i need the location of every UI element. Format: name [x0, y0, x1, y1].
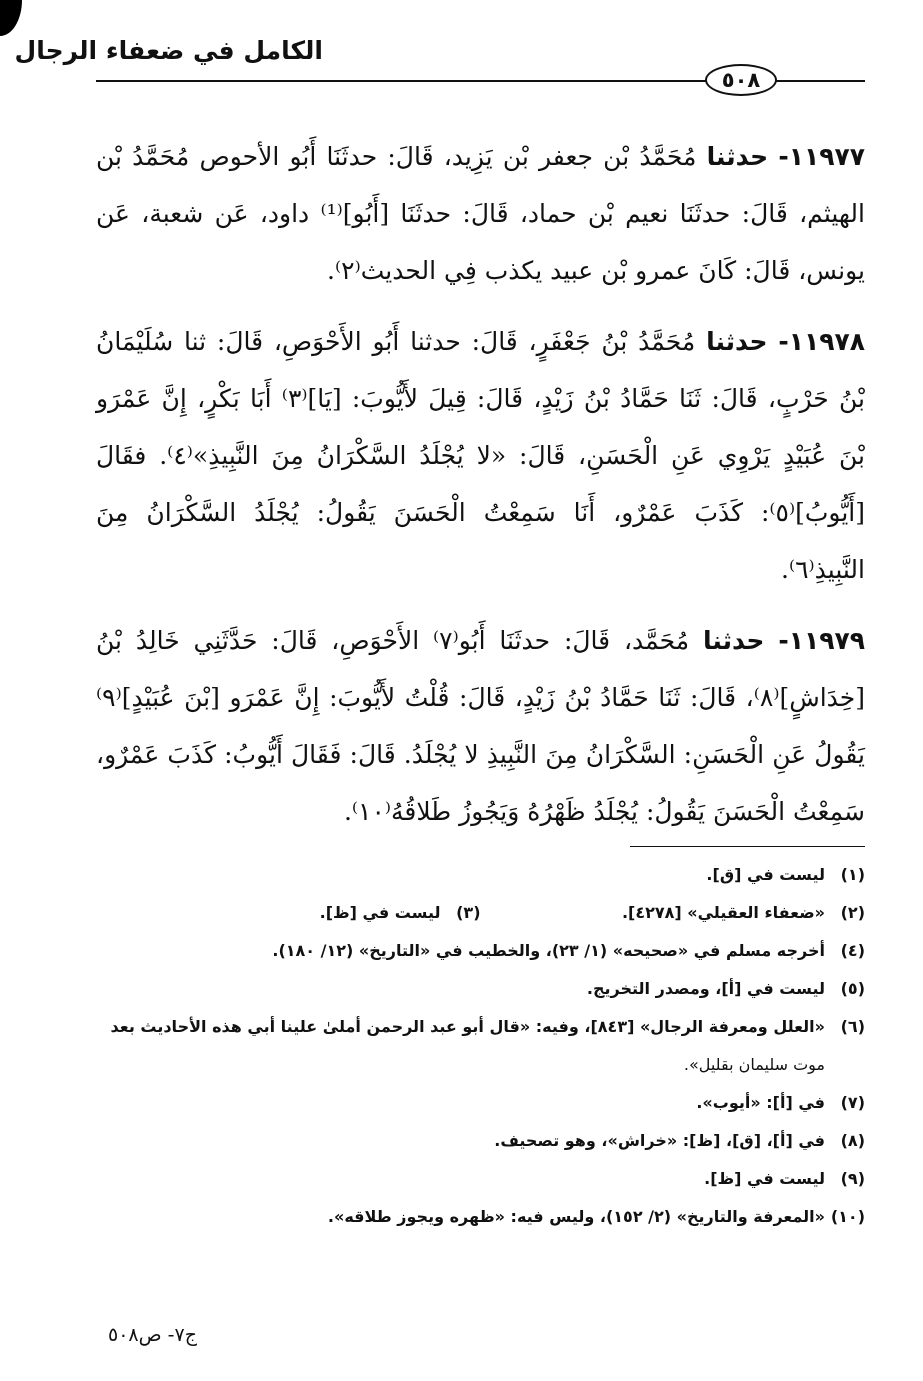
entry-number: ١١٩٧٨-: [778, 327, 865, 356]
hadith-entry: [96, 313, 865, 598]
footnote-text: «المعرفة والتاريخ» (٢/ ١٥٢)، وليس فيه: «ظهره ويجوز طلاقه».: [327, 1207, 825, 1226]
volume-page-footer: ج٧- ص٥٠٨: [108, 1324, 197, 1346]
footnote-number: (٥): [840, 979, 865, 998]
hadith-entry: [96, 612, 865, 840]
footnote-number: (٦): [840, 1017, 865, 1036]
footnote-number: (٢): [840, 903, 865, 922]
page-number-badge: ٥٠٨: [705, 64, 777, 96]
footnote-text: ليست في [ظ].: [319, 903, 441, 922]
footnote: [96, 856, 865, 894]
footnote: [96, 1198, 865, 1236]
footnote-text: «العلل ومعرفة الرجال» [٨٤٣]، وفيه: «قال أبو عبد الرحمن أملىٰ علينا أبي هذه الأحاديث بعد: [110, 1017, 825, 1036]
entry-text: مُحَمَّدُ بْنُ جَعْفَرٍ، قَالَ: حدثنا أَبُو الأَحْوَصِ، قَالَ: ثنا سُلَيْمَانُ بْنُ حَرْبٍ، قَالَ: ثَنَا حَمَّادُ بْنُ زَيْدٍ، قَالَ: قِيلَ لأَيُّوبَ: [يَا]⁽٣⁾ أَبَا بَكْرٍ، إِنَّ عَمْرَو بْنَ عُبَيْدٍ يَرْوِي عَنِ الْحَسَنِ، قَالَ: «لا يُجْلَدُ السَّكْرَانُ مِنَ النَّبِيذِ»⁽٤⁾. فقَالَ [أَيُّوبُ]⁽٥⁾: كَذَبَ عَمْرٌو، أَنَا سَمِعْتُ الْحَسَنَ يَقُولُ: يُجْلَدُ السَّكْرَانُ مِنَ النَّبِيذِ⁽٦⁾.: [96, 327, 865, 584]
entry-text: مُحَمَّد، قَالَ: حدثَنَا أَبُو⁽٧⁾ الأَحْوَصِ، قَالَ: حَدَّثَنِي خَالِدُ بْنُ [خِدَاشٍ]⁽٨⁾، قَالَ: ثَنَا حَمَّادُ بْنُ زَيْدٍ، قَالَ: قُلْتُ لأَيُّوبَ: إِنَّ عَمْرَو [بْنَ عُبَيْدٍ]⁽٩⁾ يَقُولُ عَنِ الْحَسَنِ: السَّكْرَانُ مِنَ النَّبِيذِ لا يُجْلَدُ. قَالَ: فَقَالَ أَيُّوبُ: كَذَبَ عَمْرٌو، سَمِعْتُ الْحَسَنَ يَقُولُ: يُجْلَدُ ظَهْرُهُ وَيَجُوزُ طَلاقُهُ⁽١٠⁾.: [96, 626, 865, 826]
footnote-number: (١): [840, 865, 865, 884]
entry-number: ١١٩٧٧-: [778, 142, 866, 171]
footnote-number: (٨): [840, 1131, 865, 1150]
footnotes: [96, 856, 865, 1236]
entry-text: مُحَمَّدُ بْن جعفر بْن يَزِيد، قَالَ: حدثَنَا أَبُو الأحوص مُحَمَّدُ بْن الهيثم، قَالَ: حدثَنَا نعيم بْن حماد، قَالَ: حدثَنَا [أَبُو]⁽¹⁾ داود، عَن شعبة، عَن يونس، قَالَ: كَانَ عمرو بْن عبيد يكذب فِي الحديث⁽٢⁾.: [96, 142, 865, 285]
footnote-text: أخرجه مسلم في «صحيحه» (١/ ٢٣)، والخطيب في «التاريخ» (١٢/ ١٨٠).: [272, 941, 825, 960]
entry-number: ١١٩٧٩-: [778, 626, 865, 655]
footnote-text: ليست في [أ]، ومصدر التخريج.: [586, 979, 825, 998]
footnote: [96, 1008, 865, 1046]
footnote: [96, 1122, 865, 1160]
footnote: [96, 932, 865, 970]
footnote: [96, 1084, 865, 1122]
footnote: [96, 1160, 865, 1198]
footnote-separator: [630, 846, 865, 847]
scan-corner-mark: [0, 0, 22, 36]
footnote: [481, 894, 866, 932]
running-header-title: الكامل في ضعفاء الرجال: [14, 36, 323, 65]
footnote-continuation: موت سليمان بقليل».: [683, 1055, 825, 1074]
entry-keyword: حدثنا: [706, 142, 769, 171]
main-text: [96, 128, 865, 854]
footnote-text: في [أ]، [ق]، [ظ]: «خراش»، وهو تصحيف.: [494, 1131, 825, 1150]
entry-keyword: حدثنا: [706, 327, 768, 356]
footnote-number: (٧): [840, 1093, 865, 1112]
footnote-text: في [أ]: «أيوب».: [696, 1093, 825, 1112]
footnote-number: (٣): [456, 903, 481, 922]
footnote-text: ليست في [ق].: [706, 865, 825, 884]
entry-keyword: حدثنا: [703, 626, 765, 655]
footnote-row: [96, 894, 865, 932]
footnote-text: ليست في [ظ].: [704, 1169, 825, 1188]
footnote: [96, 894, 481, 932]
footnote-number: (٩): [840, 1169, 865, 1188]
footnote: [96, 970, 865, 1008]
footnote-number: (٤): [840, 941, 865, 960]
footnote-text: «ضعفاء العقيلي» [٤٢٧٨].: [621, 903, 825, 922]
footnote-number: (١٠): [830, 1207, 865, 1226]
hadith-entry: [96, 128, 865, 299]
